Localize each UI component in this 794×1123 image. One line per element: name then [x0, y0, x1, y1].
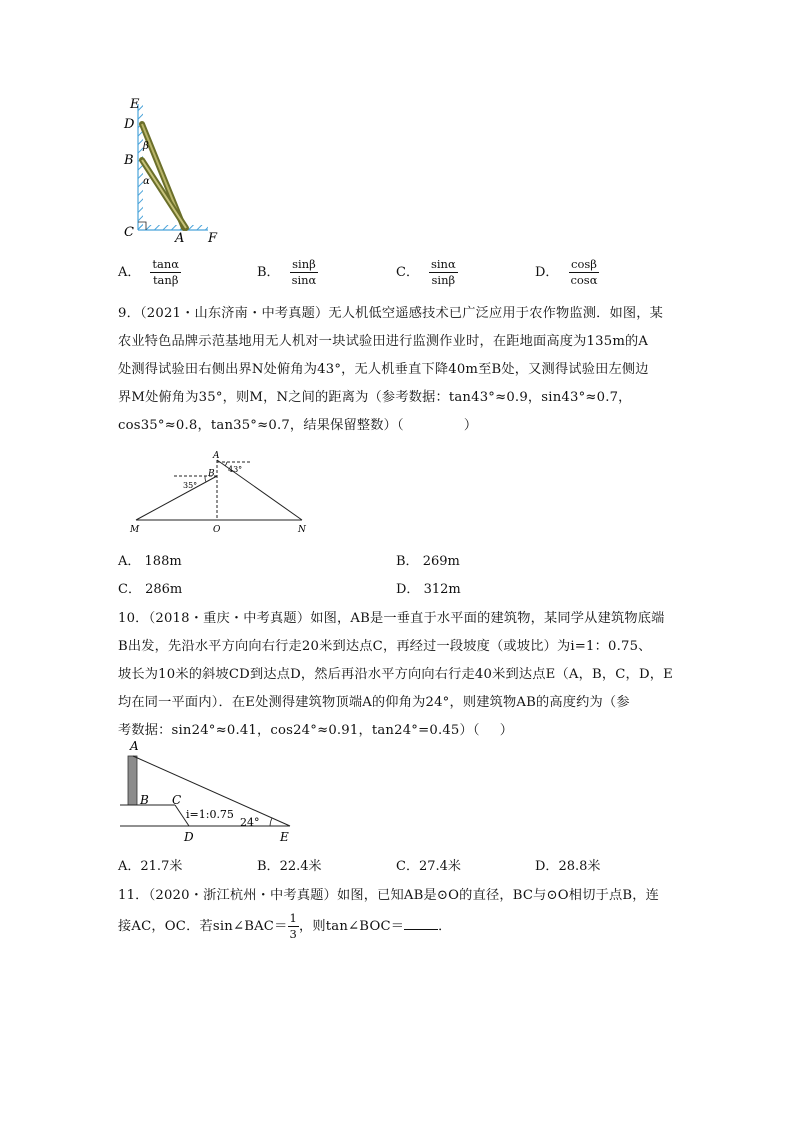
option-text: 286m: [145, 582, 183, 597]
option-fraction: [429, 258, 458, 287]
label-N: N: [298, 525, 306, 535]
q9-option-c[interactable]: [118, 578, 182, 597]
pole-BA-highlight: [142, 160, 186, 228]
label-B: B: [208, 469, 215, 479]
q9-close-paren: ）: [463, 418, 478, 433]
option-text: 22.4米: [279, 859, 322, 874]
option-letter: A．: [118, 554, 141, 569]
option-text: 21.7米: [140, 859, 183, 874]
q11-text-line-1: 11．（2020・浙江杭州・中考真题）如图，已知AB是⊙O的直径，BC与⊙O相切于点B，连: [118, 888, 660, 903]
q11-text-line-2: [118, 912, 452, 941]
label-D: D: [124, 117, 135, 132]
angle-arc-35: [205, 476, 206, 482]
building-AB: [128, 756, 137, 805]
angle-arc-43: [225, 462, 227, 466]
option-letter: D．: [396, 582, 420, 597]
q9-option-b[interactable]: [396, 550, 460, 569]
fraction-denominator: sinβ: [431, 273, 456, 287]
q9-figure: [128, 450, 318, 536]
option-fraction: [290, 258, 319, 287]
q9-text-line-3: 处测得试验田右侧出界N处俯角为43°，无人机垂直下降40m至B处，又测得试验田左侧边: [118, 362, 649, 377]
label-beta: β: [143, 141, 149, 152]
q8-option-a[interactable]: [118, 258, 181, 287]
option-letter: C．: [118, 582, 141, 597]
q8-figure: [118, 96, 228, 248]
label-O: O: [213, 525, 221, 535]
label-A: A: [175, 231, 185, 246]
q8-option-c[interactable]: [396, 258, 458, 287]
q11-line2-pre: 接AC，OC．若sin∠BAC＝: [118, 919, 288, 934]
fraction-denominator: 3: [289, 927, 298, 941]
q10-close-paren: ）: [499, 723, 514, 738]
fraction-denominator: sinα: [291, 273, 317, 287]
q9-text-line-2: 农业特色品牌示范基地用无人机对一块试验田进行监测作业时，在距地面高度为135m的A: [118, 334, 649, 349]
fraction-numerator: 1: [289, 911, 298, 925]
label-angle: 24°: [240, 816, 260, 829]
q9-option-a[interactable]: [118, 550, 182, 569]
q10-text-line-2: B出发，先沿水平方向向右行走20米到达点C，再经过一段坡度（或坡比）为i=1：0.75、: [118, 639, 652, 654]
option-letter: C．: [396, 265, 419, 280]
fraction-numerator: sinα: [430, 257, 456, 271]
q9-text-line-5: [118, 414, 477, 433]
label-D: D: [184, 830, 194, 844]
q8-option-b[interactable]: [257, 258, 318, 287]
label-C: C: [124, 225, 134, 240]
option-letter: C．: [396, 859, 419, 874]
q11-line2-post: ，则tan∠BOC＝: [299, 919, 405, 934]
fraction-numerator: cosβ: [571, 257, 597, 271]
label-E: E: [130, 97, 140, 112]
q10-option-b[interactable]: [257, 855, 322, 874]
fraction-numerator: tanα: [152, 257, 180, 271]
label-alpha: α: [143, 176, 150, 187]
q9-text-line-1: 9．（2021・山东济南・中考真题）无人机低空遥感技术已广泛应用于农作物监测．如图，某: [118, 306, 664, 321]
option-letter: D．: [535, 859, 559, 874]
q10-text-line-3: 坡长为10米的斜坡CD到达点D，然后再沿水平方向向右行走40米到达点E（A，B，C，D，E: [118, 667, 673, 682]
fraction-numerator: sinβ: [292, 257, 316, 271]
q9-line5-text: cos35°≈0.8，tan35°≈0.7，结果保留整数）（: [118, 418, 404, 433]
q10-text-line-4: 均在同一平面内）．在E处测得建筑物顶端A的仰角为24°，则建筑物AB的高度约为（参: [118, 695, 630, 710]
option-text: 312m: [423, 582, 461, 597]
option-letter: B．: [257, 859, 280, 874]
option-text: 269m: [422, 554, 460, 569]
label-B: B: [124, 153, 134, 168]
q9-text-line-4: 界M处俯角为35°，则M，N之间的距离为（参考数据：tan43°≈0.9，sin43°≈0.7，: [118, 390, 632, 405]
option-letter: B．: [257, 265, 280, 280]
q10-text-line-1: 10．（2018・重庆・中考真题）如图，AB是一垂直于水平面的建筑物，某同学从建筑物底端: [118, 611, 665, 626]
q9-option-d[interactable]: [396, 578, 461, 597]
option-letter: A．: [118, 265, 141, 280]
label-A: A: [213, 451, 220, 461]
label-C: C: [172, 793, 182, 807]
option-text: 188m: [144, 554, 182, 569]
q10-option-a[interactable]: [118, 855, 182, 874]
option-fraction: [150, 258, 181, 287]
label-slope: i=1:0.75: [186, 808, 234, 821]
q10-figure: [118, 738, 298, 846]
label-E: E: [280, 830, 289, 844]
answer-blank[interactable]: [404, 917, 438, 930]
option-text: 28.8米: [558, 859, 601, 874]
ground-hatch: [138, 225, 208, 230]
option-letter: A．: [118, 859, 141, 874]
fraction-denominator: cosα: [570, 273, 598, 287]
label-43: 43°: [228, 465, 243, 474]
angle-arc-24: [270, 818, 272, 826]
q11-fraction: [288, 912, 300, 941]
option-letter: B．: [396, 554, 419, 569]
label-B: B: [140, 793, 149, 807]
option-text: 27.4米: [418, 859, 461, 874]
fraction-denominator: tanβ: [152, 273, 179, 287]
label-A: A: [130, 739, 139, 753]
q8-option-d[interactable]: [535, 258, 599, 287]
label-M: M: [130, 525, 140, 535]
label-35: 35°: [183, 481, 198, 490]
line-BM: [136, 476, 217, 520]
label-F: F: [208, 231, 218, 246]
q10-line5-text: 考数据：sin24°≈0.41，cos24°≈0.91，tan24°=0.45）（: [118, 723, 480, 738]
option-fraction: [568, 258, 599, 287]
q10-text-line-5: [118, 719, 513, 738]
q10-option-c[interactable]: [396, 855, 461, 874]
option-letter: D．: [535, 265, 559, 280]
q10-option-d[interactable]: [535, 855, 600, 874]
q11-line2-end: ．: [438, 919, 452, 934]
